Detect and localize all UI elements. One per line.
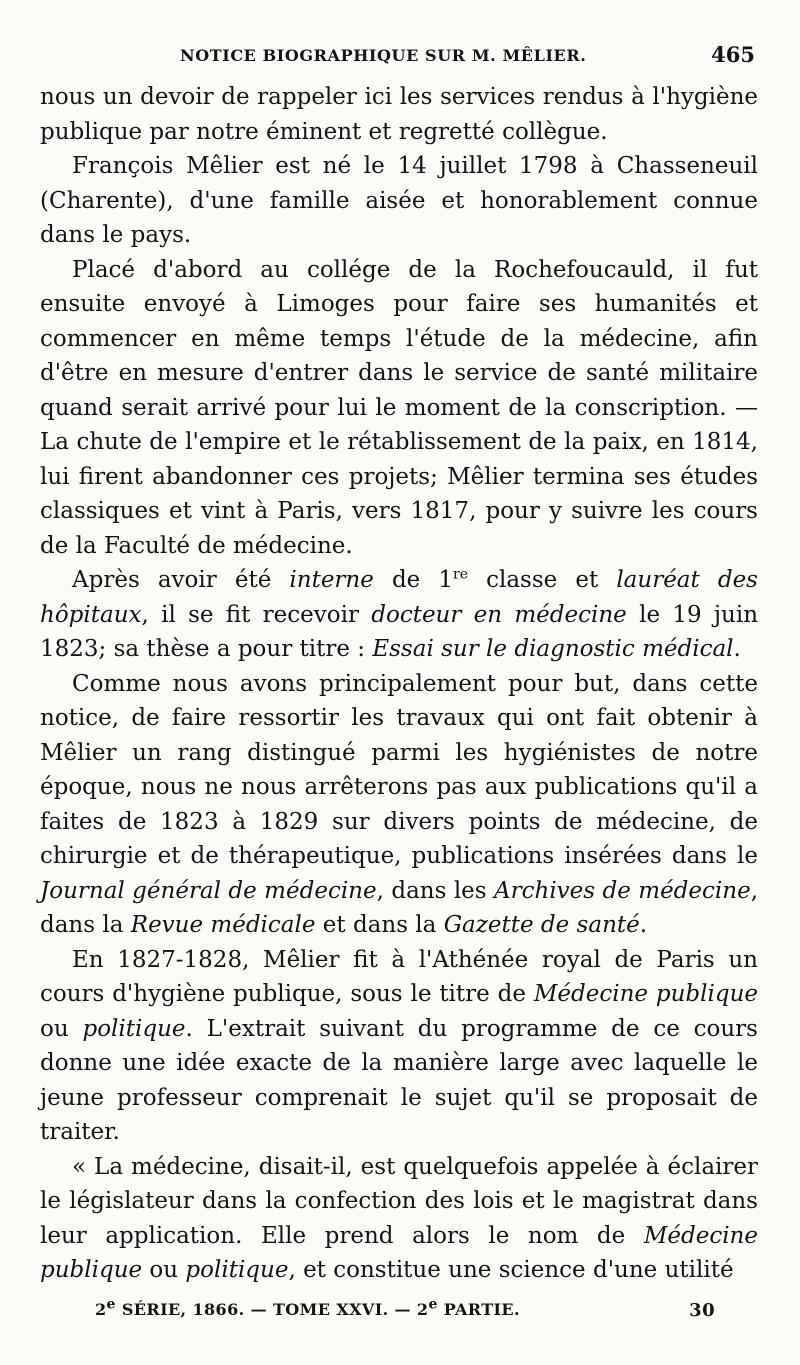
italic-laureat: lauréat des hôpitaux (40, 567, 758, 628)
p5-text: et dans la (315, 912, 444, 938)
page-footer (95, 1296, 715, 1330)
paragraph-2: François Mêlier est né le 14 juillet 1798 à Chasseneuil (Charente), d'une famille aisée et honorablement connue dans le pays. (40, 153, 758, 248)
italic-journal: Journal général de médecine (40, 877, 377, 904)
italic-politique: politique (185, 1257, 289, 1283)
p7-text: , et constitue une science d'une utilité (288, 1257, 734, 1283)
paragraph-3: Placé d'abord au collége de la Rochefoucauld, il fut ensuite envoyé à Limoges pour faire ses humanités et commencer en même temps l'étude de la médecine, afin d'être en mesure d'entrer dans le service de santé militaire quand serait arrivé pour lui le moment de la conscription. — La chute de l'empire et le rétablissement de la paix, en 1814, lui firent abandonner ces projets; Mêlier termina ses études classiques et vint à Paris, vers 1817, pour y suivre les cours de la Faculté de médecine. (40, 256, 758, 559)
body-text (40, 80, 758, 1288)
p5-text: . (639, 912, 648, 938)
paragraph-1: nous un devoir de rappeler ici les services rendus à l'hygiène publique par notre éminent et regretté collègue. (40, 84, 758, 145)
p4-text: classe et (468, 567, 617, 593)
p4-text: le 19 juin 1823; sa thèse a pour titre : (40, 601, 759, 662)
superscript: re (453, 566, 468, 583)
p5-text: , dans les (376, 877, 495, 904)
p4-text: de 1 (373, 567, 454, 593)
italic-revue: Revue médicale (130, 912, 316, 938)
italic-archives: Archives de médecine (494, 877, 751, 904)
series-number: 2 (95, 1300, 107, 1319)
italic-interne: interne (289, 567, 374, 593)
superscript: e (106, 1296, 116, 1313)
page-header (40, 40, 755, 74)
superscript: e (428, 1296, 438, 1313)
p4-text: Après avoir été (72, 567, 290, 593)
p6-text: En 1827-1828, Mêlier fit à l'Athénée royal de Paris un cours d'hygiène publique, sous le titre de (40, 946, 758, 1007)
paragraph-7 (40, 1150, 758, 1288)
p7-text: « La médecine, disait-il, est quelquefois appelée à éclairer le législateur dans la confection des lois et le magistrat dans leur application. Elle prend alors le nom de (40, 1153, 758, 1249)
italic-thesis-title: Essai sur le diagnostic médical (372, 636, 734, 662)
p7-text: ou (142, 1257, 186, 1283)
p5-text: Comme nous avons principalement pour but, dans cette notice, de faire ressortir les travaux qui ont fait obtenir à Mêlier un rang distingué parmi les hygiénistes de notre époque, nous ne nous arrêterons pas aux publications qu'il a faites de 1823 à 1829 sur divers points de médecine, de chirurgie et de thérapeutique, publications insérées dans le (40, 670, 758, 869)
running-head: NOTICE BIOGRAPHIQUE SUR M. MÊLIER. (180, 46, 587, 65)
paragraph-6 (40, 943, 758, 1150)
p4-text: , il se fit recevoir (141, 601, 372, 628)
p6-text: . L'extrait suivant du programme de ce cours donne une idée exacte de la manière large avec laquelle le jeune professeur comprenait le sujet qu'il se proposait de traiter. (40, 1015, 758, 1145)
p6-text: ou (40, 1015, 83, 1042)
p5-text: , dans la (40, 877, 758, 938)
part-text: PARTIE. (437, 1300, 520, 1319)
italic-gazette: Gazette de santé (443, 912, 640, 938)
signature-mark: 30 (689, 1300, 715, 1321)
italic-docteur: docteur en médecine (371, 601, 627, 628)
series-volume-text: SÉRIE, 1866. — TOME XXVI. — 2 (115, 1300, 429, 1319)
paragraph-5 (40, 667, 758, 943)
paragraph-4 (40, 563, 758, 667)
page-number: 465 (711, 42, 755, 67)
italic-politique: politique (82, 1015, 186, 1042)
italic-medecine-publique: Médecine publique (533, 981, 758, 1007)
p4-text: . (733, 636, 741, 662)
italic-medecine-publique: Médecine publique (40, 1222, 758, 1283)
